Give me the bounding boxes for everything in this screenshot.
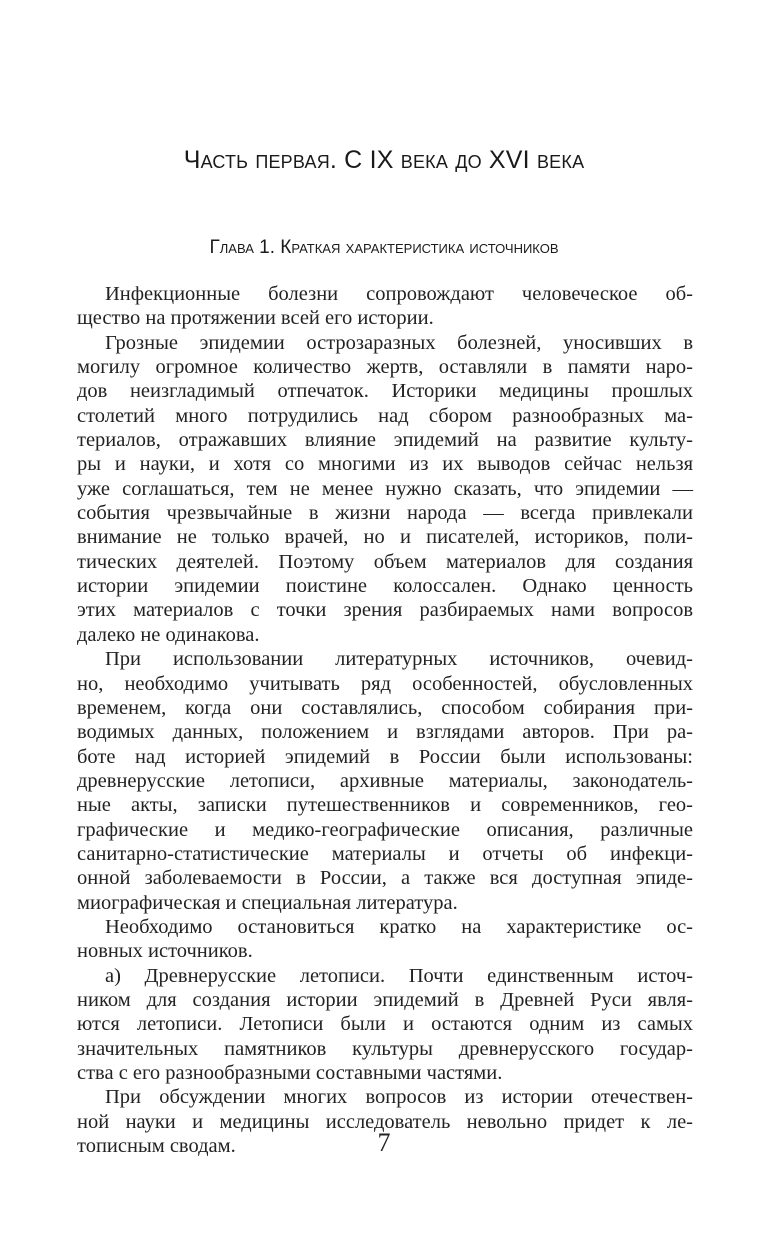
- paragraph: [77, 915, 693, 964]
- text-line: события чрезвычайные в жизни народа — всегда привлекали: [77, 502, 693, 525]
- text-line: тописным сводам.: [77, 1135, 236, 1158]
- text-line: При обсуждении многих вопросов из истории отечествен-: [105, 1086, 693, 1109]
- text-line: древнерусские летописи, архивные материалы, законодатель-: [77, 769, 693, 792]
- text-line: миографическая и специальная литература.: [77, 891, 458, 914]
- paragraph: [77, 282, 693, 331]
- text-line: ной науки и медицины исследователь невольно придет к ле-: [77, 1110, 693, 1133]
- text-line: тических деятелей. Поэтому объем материалов для создания: [77, 550, 693, 573]
- text-line: ры и науки, и хотя со многими из их выводов сейчас нельзя: [77, 453, 693, 476]
- text-line: боте над историей эпидемий в России были использованы:: [77, 745, 693, 768]
- text-line: столетий много потрудились над сбором разнообразных ма-: [77, 404, 693, 427]
- body-text: [77, 282, 693, 1158]
- text-line: ются летописи. Летописи были и остаются одним из самых: [77, 1013, 693, 1036]
- text-line: значительных памятников культуры древнерусского государ-: [77, 1037, 693, 1060]
- paragraph: [77, 964, 693, 1086]
- text-line: новных источников.: [77, 940, 253, 963]
- paragraph: [77, 647, 693, 915]
- text-line: дов неизгладимый отпечаток. Историки медицины прошлых: [77, 380, 693, 403]
- text-line: санитарно-статистические материалы и отчеты об инфекци-: [77, 842, 693, 865]
- text-line: истории эпидемии поистине колоссален. Однако ценность: [77, 575, 693, 598]
- text-line: уже соглашаться, тем не менее нужно сказать, что эпидемии —: [77, 477, 693, 500]
- text-line: ником для создания истории эпидемий в Древней Руси явля-: [77, 988, 693, 1011]
- text-line: временем, когда они составлялись, способом собирания при-: [77, 696, 693, 719]
- text-line: Инфекционные болезни сопровождают человеческое об-: [105, 283, 693, 305]
- chapter-title: Глава 1. Краткая характеристика источников: [209, 237, 559, 258]
- part-title: Часть первая. С IX века до XVI века: [183, 146, 585, 174]
- text-line: щество на протяжении всей его истории.: [77, 307, 434, 330]
- text-line: далеко не одинакова.: [77, 623, 260, 646]
- text-line: водимых данных, положением и взглядами авторов. При ра-: [77, 721, 693, 744]
- text-line: ства с его разнообразными составными частями.: [77, 1062, 503, 1084]
- text-line: Грозные эпидемии острозаразных болезней, уносивших в: [105, 331, 693, 354]
- text-line: ные акты, записки путешественников и современников, гео-: [77, 794, 693, 817]
- page-number: 7: [377, 1128, 391, 1157]
- text-line: При использовании литературных источников, очевид-: [105, 648, 693, 671]
- paragraph: [77, 331, 693, 647]
- text-line: а) Древнерусские летописи. Почти единственным источ-: [105, 964, 693, 987]
- text-line: Необходимо остановиться кратко на характеристике ос-: [105, 915, 693, 938]
- text-line: графические и медико-географические описания, различные: [77, 818, 693, 841]
- text-line: этих материалов с точки зрения разбираемых нами вопросов: [77, 599, 693, 622]
- text-line: териалов, отражавших влияние эпидемий на развитие культу-: [77, 429, 693, 452]
- text-line: могилу огромное количество жертв, оставляли в памяти наро-: [77, 356, 693, 379]
- text-line: внимание не только врачей, но и писателей, историков, поли-: [77, 526, 693, 549]
- text-line: но, необходимо учитывать ряд особенностей, обусловленных: [77, 672, 693, 695]
- text-line: онной заболеваемости в России, а также вся доступная эпиде-: [77, 867, 693, 890]
